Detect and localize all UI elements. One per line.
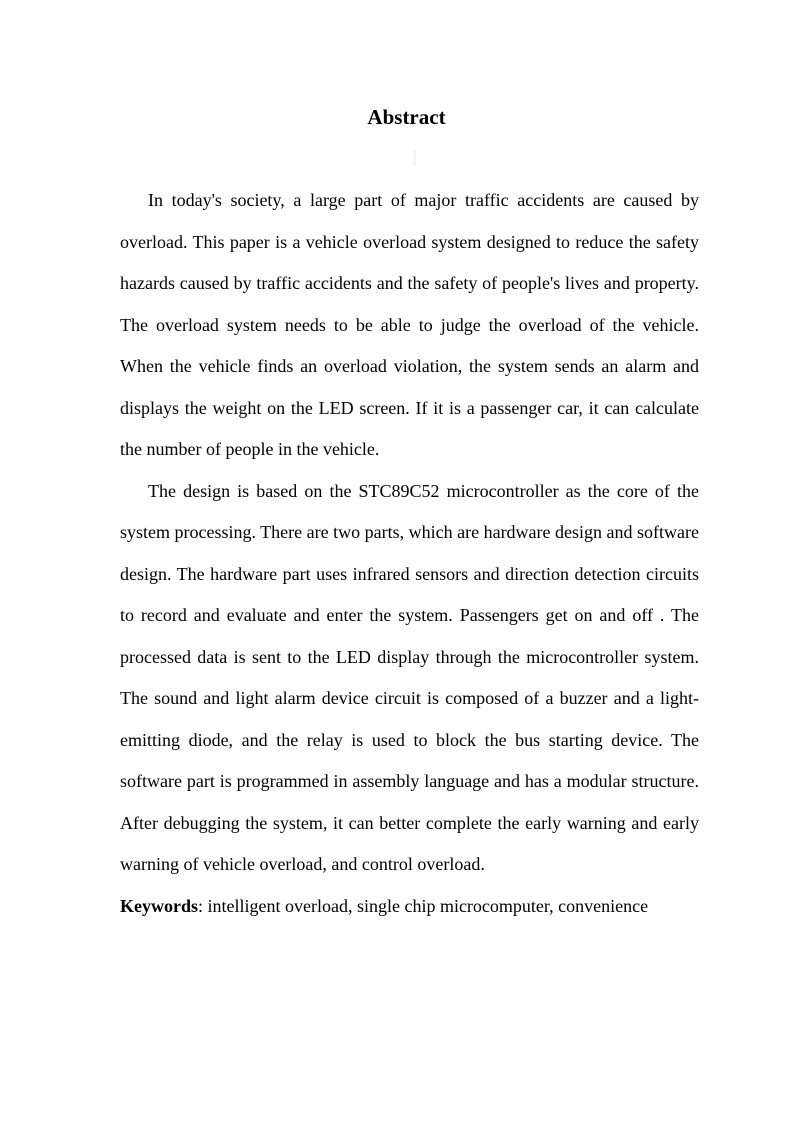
keywords-label: Keywords — [120, 895, 198, 916]
abstract-paragraph-2: The design is based on the STC89C52 microcontroller as the core of the system processing. There are two parts, which are hardware design and software design. The hardware part uses infrared sensors and direction detection circuits to record and evaluate and enter the system. Passengers get on and off . The processed data is sent to the LED display through the microcontroller system. The sound and light alarm device circuit is composed of a buzzer and a light-emitting diode, and the relay is used to block the bus starting device. The software part is programmed in assembly language and has a modular structure. After debugging the system, it can better complete the early warning and early warning of vehicle overload, and control overload. — [120, 480, 699, 874]
page-title: Abstract — [367, 105, 446, 129]
keywords-line — [120, 886, 699, 928]
keywords-text: : intelligent overload, single chip microcomputer, convenience — [198, 895, 649, 916]
abstract-body — [120, 180, 699, 927]
cursor-mark — [413, 150, 416, 166]
abstract-paragraph-1: In today's society, a large part of major traffic accidents are caused by overload. This paper is a vehicle overload system designed to reduce the safety hazards caused by traffic accidents and the safety of people's lives and property. The overload system needs to be able to judge the overload of the vehicle. When the vehicle finds an overload violation, the system sends an alarm and displays the weight on the LED screen. If it is a passenger car, it can calculate the number of people in the vehicle. — [120, 190, 699, 459]
